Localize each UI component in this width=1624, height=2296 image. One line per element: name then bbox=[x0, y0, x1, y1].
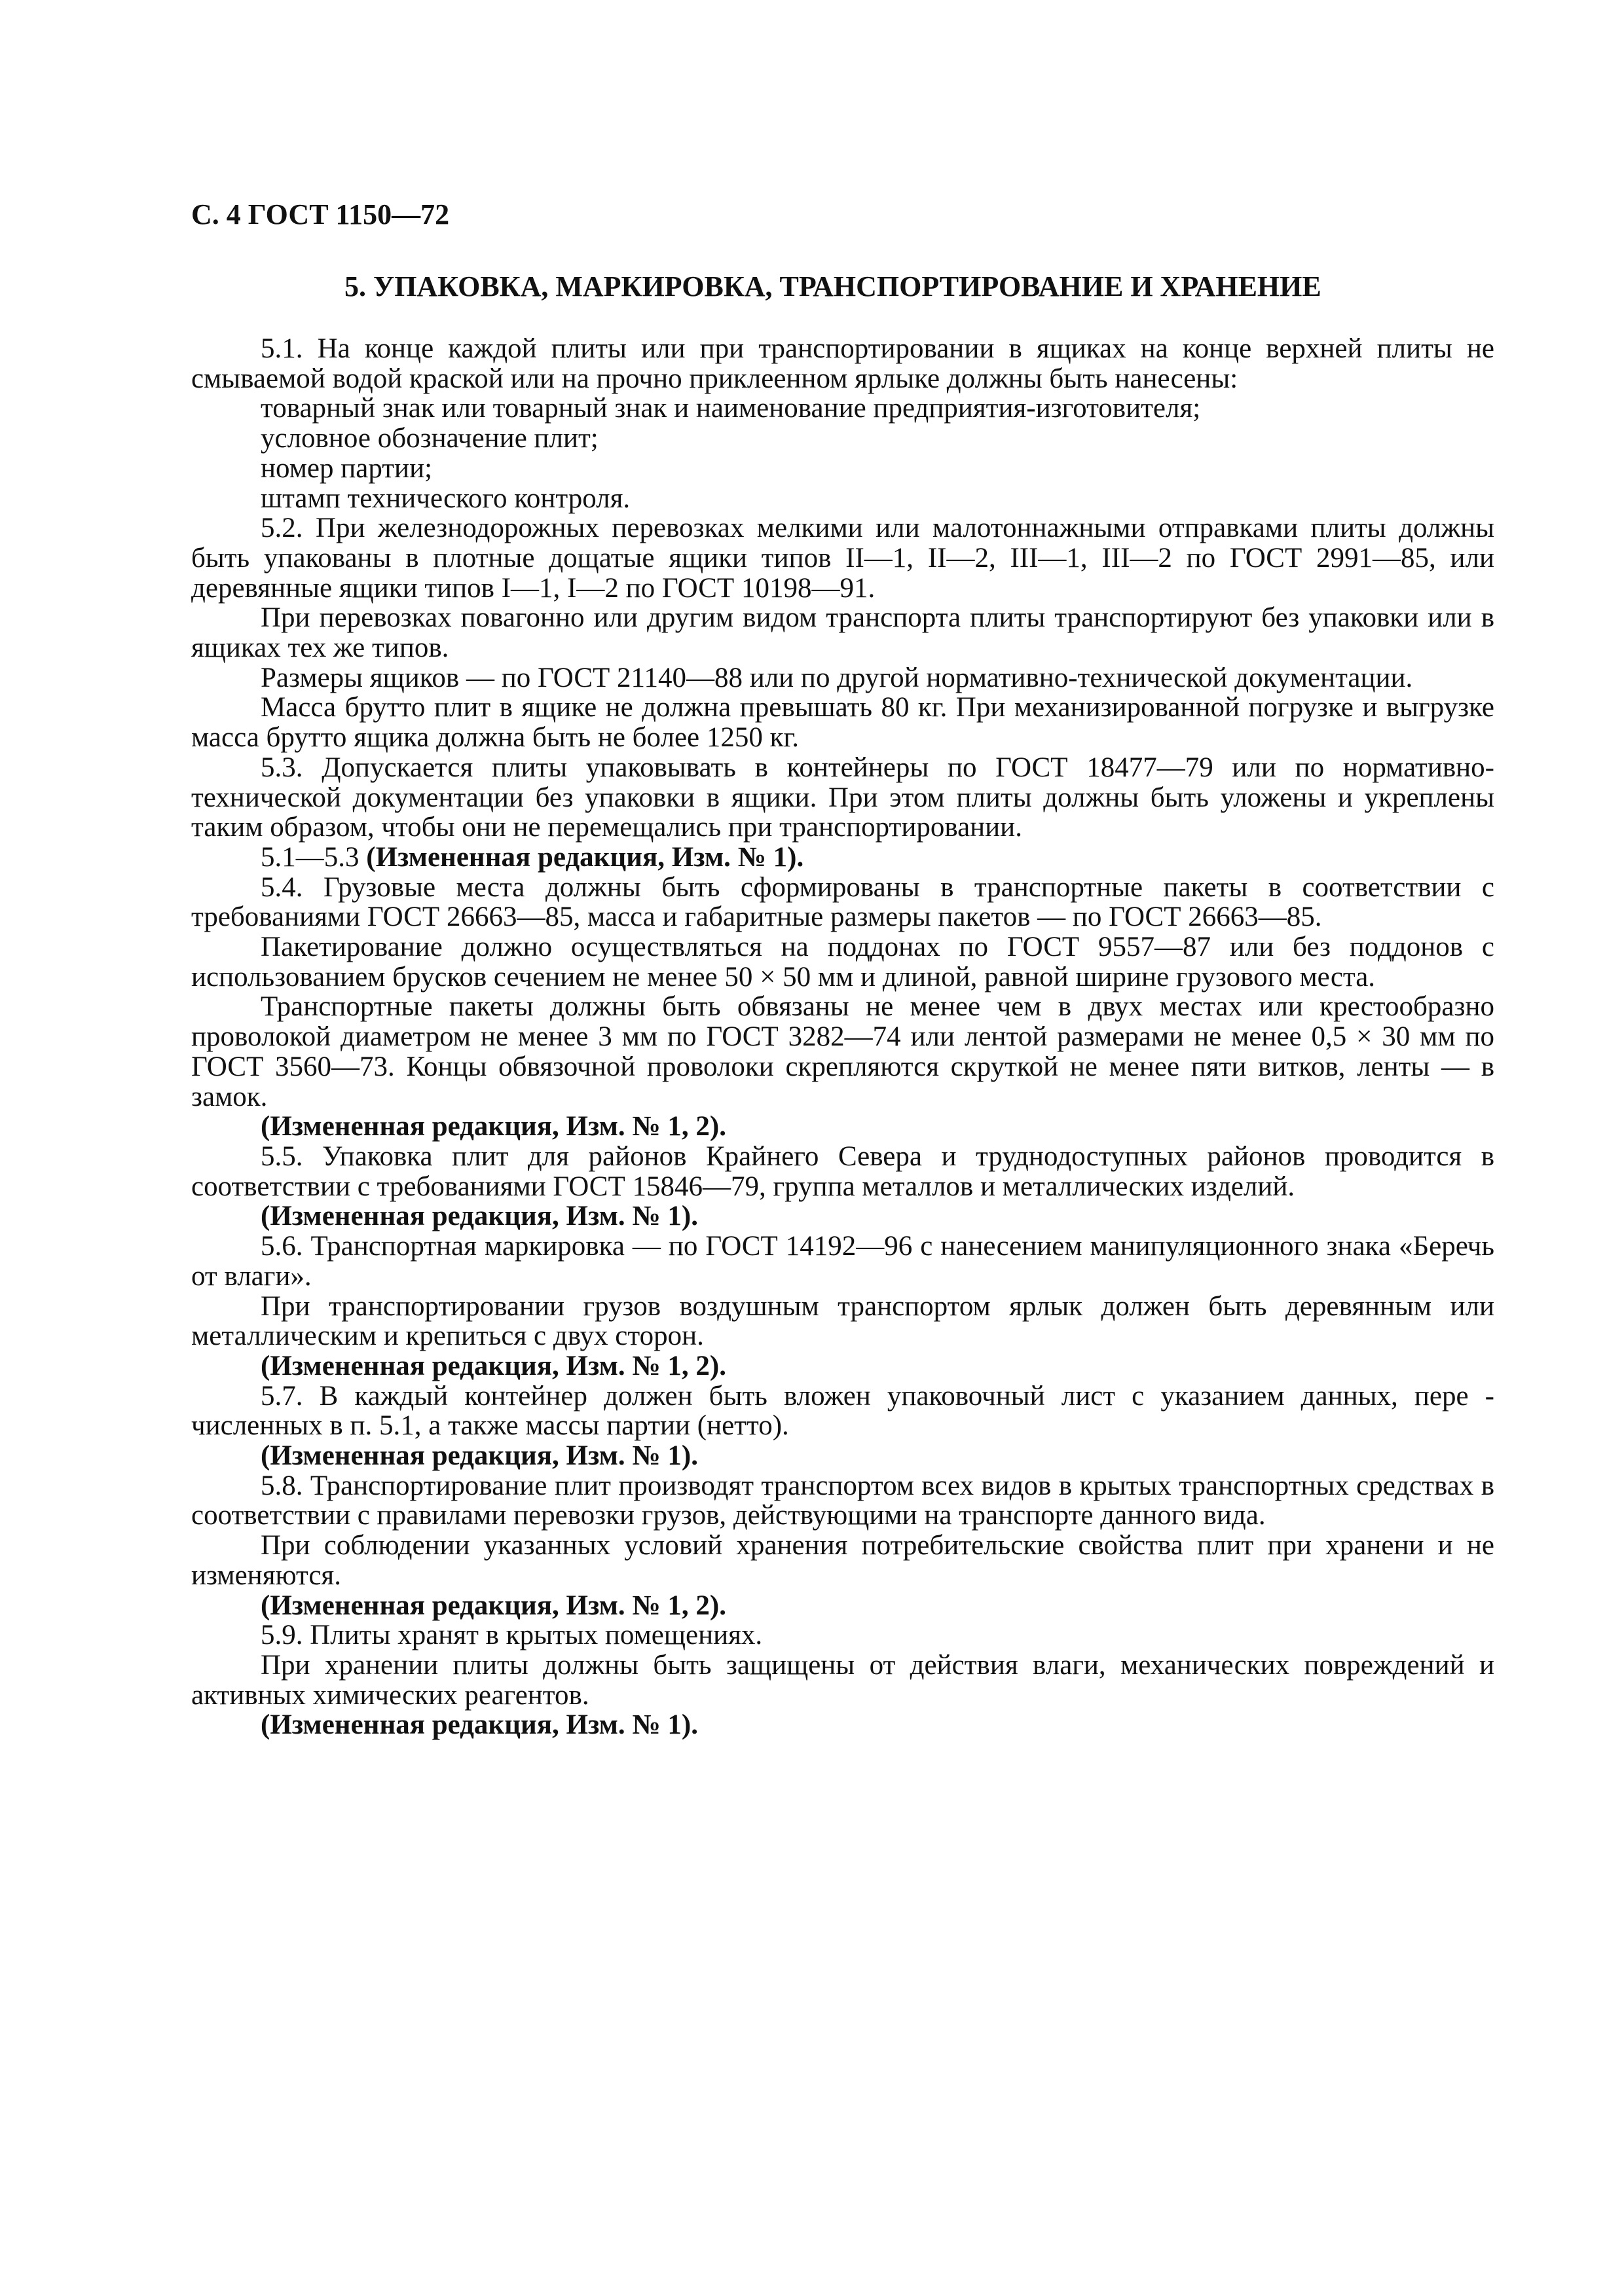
list-item-designation: условное обозначение плит; bbox=[261, 423, 599, 454]
amendment-note: (Измененная редакция, Изм. № 1). bbox=[261, 1201, 698, 1232]
paragraph-5-6: 5.6. Транспортная маркировка — по ГОСТ 14192—96 с нанесением манипуляционного знака «Беречь от влаги». bbox=[191, 1231, 1494, 1292]
amendment-note: (Измененная редакция, Изм. № 1, 2). bbox=[261, 1350, 726, 1381]
amendment-note: (Измененная редакция, Изм. № 1). bbox=[261, 1709, 698, 1741]
section-title: 5. УПАКОВКА, МАРКИРОВКА, ТРАНСПОРТИРОВАНИЕ И ХРАНЕНИЕ bbox=[344, 270, 1321, 302]
paragraph-5-2-box-size: Размеры ящиков — по ГОСТ 21140—88 или по другой нормативно-технической документации. bbox=[261, 662, 1413, 693]
amendment-note: (Измененная редакция, Изм. № 1). bbox=[261, 1440, 698, 1472]
paragraph-5-6-air: При транспортировании грузов воздушным транспортом ярлык должен быть деревянным или металлическим и крепиться с двух сторон. bbox=[191, 1290, 1494, 1352]
paragraph-5-9-protection: При хранении плиты должны быть защищены от действия влаги, механических повреждений и активных химических реагентов. bbox=[191, 1649, 1494, 1711]
paragraph-5-4-pallets: Пакетирование должно осуществляться на поддонах по ГОСТ 9557—87 или без поддонов с использованием брусков сечением не менее 50 × 50 мм и длиной, равной ширине грузового места. bbox=[191, 932, 1494, 993]
paragraph-5-2-wagon: При перевозках повагонно или другим видом транспорта плиты транспортируют без упаковки или в ящиках тех же типов. bbox=[191, 602, 1494, 664]
amendment-range: 5.1—5.3 bbox=[261, 841, 360, 873]
paragraph-5-2: 5.2. При железнодорожных перевозках мелкими или малотоннажными отправками плиты должны быть упакованы в плотные дощатые ящики типов II—1, II—2, III—1, III—2 по ГОСТ 2991—85, или деревянные ящики типов I—1, I—2 по ГОСТ 10198—91. bbox=[191, 513, 1494, 604]
paragraph-5-9: 5.9. Плиты хранят в крытых помещениях. bbox=[261, 1620, 763, 1651]
amendment-note: (Измененная редакция, Изм. № 1, 2). bbox=[261, 1111, 726, 1142]
paragraph-5-8-storage: При соблюдении указанных условий хранения потребительские свойства плит при хранени и не изменяются. bbox=[191, 1530, 1494, 1591]
section-body bbox=[191, 334, 1494, 1740]
amendment-note: (Измененная редакция, Изм. № 1). bbox=[366, 841, 804, 873]
list-item-batch-number: номер партии; bbox=[261, 452, 433, 484]
list-item-trademark: товарный знак или товарный знак и наименование предприятия-изготовителя; bbox=[261, 393, 1201, 424]
paragraph-5-2-gross-mass: Масса брутто плит в ящике не должна превышать 80 кг. При механизированной погрузке и выгрузке масса брутто ящика должна быть не более 1250 кг. bbox=[191, 692, 1494, 754]
amendment-note: (Измененная редакция, Изм. № 1, 2). bbox=[261, 1590, 726, 1621]
paragraph-5-5: 5.5. Упаковка плит для районов Крайнего Севера и труднодоступных районов проводится в соответствии с требованиями ГОСТ 15846—79, группа металлов и металлических изделий. bbox=[191, 1140, 1494, 1202]
list-item-inspection-stamp: штамп технического контроля. bbox=[261, 483, 631, 514]
paragraph-5-7: 5.7. В каждый контейнер должен быть вложен упаковочный лист с указанием данных, пере - численных в п. 5.1, а также массы партии (нетто). bbox=[191, 1380, 1494, 1442]
paragraph-5-3: 5.3. Допускается плиты упаковывать в контейнеры по ГОСТ 18477—79 или по нормативно-технической документации без упаковки в ящики. При этом плиты должны быть уложены и укреплены таким образом, чтобы они не перемещались при транспортировании. bbox=[191, 752, 1494, 843]
paragraph-5-4: 5.4. Грузовые места должны быть сформированы в транспортные пакеты в соответствии с требованиями ГОСТ 26663—85, масса и габаритные размеры пакетов — по ГОСТ 26663—85. bbox=[191, 871, 1494, 933]
paragraph-5-1-5-3-amendment bbox=[191, 843, 1494, 873]
paragraph-5-1: 5.1. На конце каждой плиты или при транспортировании в ящиках на конце верхней плиты не смываемой водой краской или на прочно приклеенном ярлыке должны быть нанесены: bbox=[191, 333, 1494, 394]
paragraph-5-4-strapping: Транспортные пакеты должны быть обвязаны не менее чем в двух местах или крестообразно проволокой диаметром не менее 3 мм по ГОСТ 3282—74 или лентой размерами не менее 0,5 × 30 мм по ГОСТ 3560—73. Концы обвязочной проволоки скрепляются скруткой не менее пяти витков, ленты — в замок. bbox=[191, 991, 1494, 1112]
page-header: С. 4 ГОСТ 1150—72 bbox=[191, 198, 450, 230]
paragraph-5-8: 5.8. Транспортирование плит производят транспортом всех видов в крытых транспортных средствах в соответствии с правилами перевозки грузов, действующими на транспорте данного вида. bbox=[191, 1470, 1494, 1531]
